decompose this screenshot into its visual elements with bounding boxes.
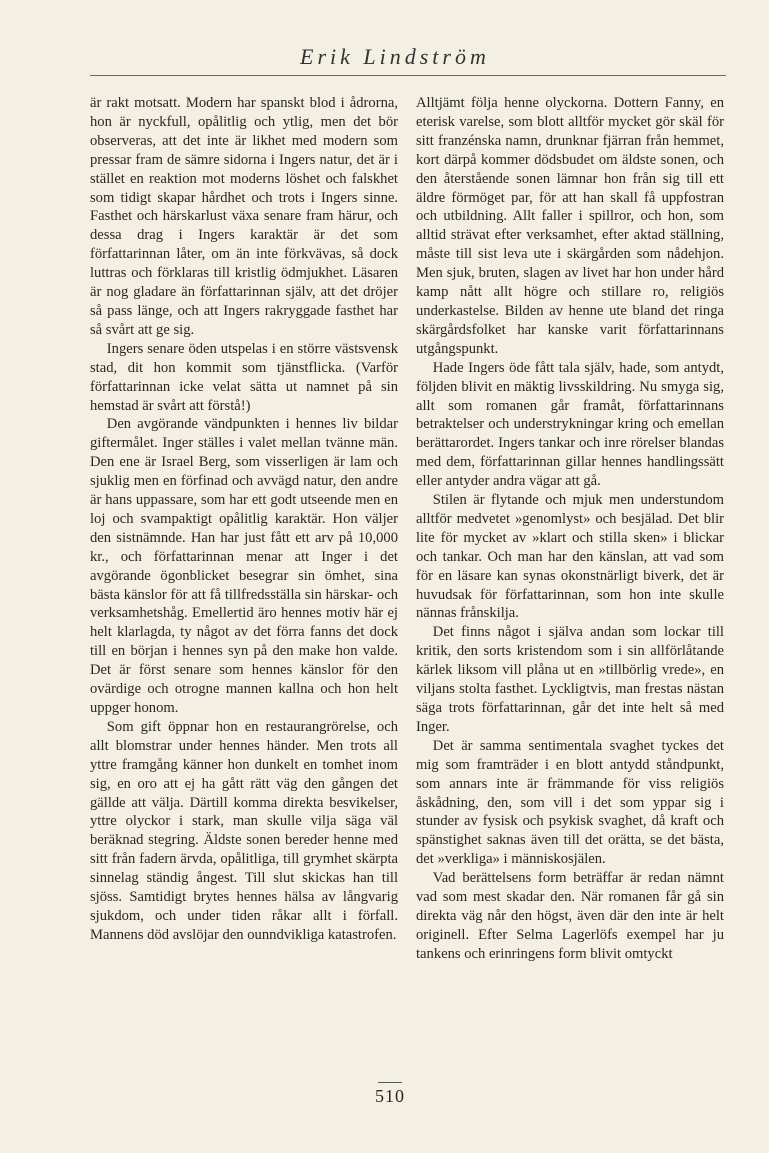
footer-rule (378, 1082, 402, 1083)
paragraph: är rakt motsatt. Modern har spanskt blod i ådrorna, hon är nyckfull, opålitlig och ytlig, men det bör observeras, att det inte är likhet med modern som pressar fram de sämre sidorna i Ingers natur, det är i stället en reaktion mot moderns löshet och falskhet som tidigt skapar hårdhet och trots i Ingers sinne. Fasthet och härskarlust växa senare fram härur, och dessa drag i Ingers karaktär är det som författarinnan låter, om än inte förkvävas, så dock luttras och förklaras till kristlig ödmjukhet. Läsaren är nog gladare än författarinnan själv, att det dröjer så pass länge, och att Ingers rakryggade fasthet har så svårt att ge sig. (90, 95, 398, 338)
paragraph: Vad berättelsens form beträffar är redan nämnt vad som mest skadar den. När romanen får gå sin direkta väg når den högst, även där den inte är helt originell. Efter Selma Lagerlöfs exempel har ju tankens och erinringens form blivit omtyckt (416, 870, 724, 962)
paragraph: Alltjämt följa henne olyckorna. Dottern Fanny, en eterisk varelse, som blott alltför mycket gör skäl för sitt franzénska namn, drunknar fjärran från hemmet, kort därpå kommer dödsbudet om äldste sonen, och den återstående sonen lämnar hon från sig till ett äldre förmöget par, för att han skall få uppfostran och utbildning. Allt faller i spillror, och hon, som alltid strävat efter verksamhet, efter aktad ställning, måste till sist leva ute i skärgården som nådehjon. Men sjuk, bruten, slagen av livet har hon under hård kamp nått allt högre och stillare ro, religiös underkastelse. Bilden av henne ute bland det ringa skärgårdsfolket har kanske varit författarinnans utgångspunkt. (416, 95, 724, 357)
running-head: Erik Lindström (300, 44, 490, 69)
page-number: 510 (375, 1086, 405, 1106)
header-rule (90, 75, 726, 76)
paragraph: Det finns något i själva andan som lockar till kritik, den sorts kristendom som i sin allförlåtande kärlek liksom vill plåna ut en »tillbörlig vrede», en viljans stolta fasthet. Lyckligtvis, man frestas nästan säga trots författarinnan, går det inte helt så med Inger. (416, 624, 724, 735)
left-column (90, 94, 398, 945)
paragraph: Hade Ingers öde fått tala själv, hade, som antydt, följden blivit en mäktig livsskildring. Nu smyga sig, allt som romanen går framåt, författarinnans betraktelser och understrykningar kring och emellan berättarordet. Ingers tankar och inre rörelser blandas med dem, författarinnan gillar hennes handlingssätt eller antyder andra vägar att gå. (416, 359, 724, 490)
right-column (416, 94, 724, 964)
paragraph: Ingers senare öden utspelas i en större västsvensk stad, dit hon kommit som tjänstflicka. (Varför författarinnan icke velat sätta ut namnet på sin hemstad är svårt att förstå!) (90, 340, 398, 414)
paragraph: Den avgörande vändpunkten i hennes liv bildar giftermålet. Inger ställes i valet mellan tvänne män. Den ene är Israel Berg, som visserligen är lam och sjuklig men en förfinad och avvägd natur, den andre är hans uppassare, som har ett godt utseende men en loj och svampaktigt opålitlig karaktär. Hon väljer den sistnämnde. Han har just fått ett arv på 10,000 kr., och författarinnan menar att Inger i det avgörande ögonblicket besegrar sin ömhet, sina bästa känslor för att få tillfredsställa sin härskar- och verksamhetshåg. Emellertid äro hennes motiv här ej helt klarlagda, ty något av det förra fanns det dock till en början i hennes syn på den make hon valde. Det är först senare som hennes känslor för den ovärdige och otrogne mannen kallna och hon helt uppger honom. (90, 416, 398, 716)
paragraph: Det är samma sentimentala svaghet tyckes det mig som framträder i en blott antydd ståndpunkt, som annars inte är främmande för viss religiös åskådning, den, som vill i det som yppar sig i stunder av fysisk och psykisk svaghet, då kraft och spänstighet saknas även till det orätta, se det bästa, det »verkliga» i människosjälen. (416, 737, 724, 868)
paragraph: Som gift öppnar hon en restaurangrörelse, och allt blomstrar under hennes händer. Men trots all yttre framgång känner hon dunkelt en tomhet inom sig, en oro att ej ha gått rätt väg den gången det gällde att välja. Därtill komma direkta besvikelser, yttre olyckor i stark, man skulle vilja säga väl beräknad stegring. Äldste sonen bereder henne med sitt från fadern ärvda, opålitliga, till grymhet skärpta sinnelag ständig ångest. Till slut skickas han till sjöss. Samtidigt brytes hennes hälsa av långvarig sjukdom, och under tiden råkar allt i förfall. Mannens död avslöjar den ounndvikliga katastrofen. (90, 718, 398, 943)
paragraph: Stilen är flytande och mjuk men understundom alltför medvetet »genomlyst» och besjälad. Det blir lite för mycket av »klart och stilla sken» i blickar och tankar. Och man har den känslan, att vad som för en läsare kan synas okonstnärligt biverk, det är huvudsak för författarinnan, som hon inte skulle nännas frånskilja. (416, 492, 724, 622)
